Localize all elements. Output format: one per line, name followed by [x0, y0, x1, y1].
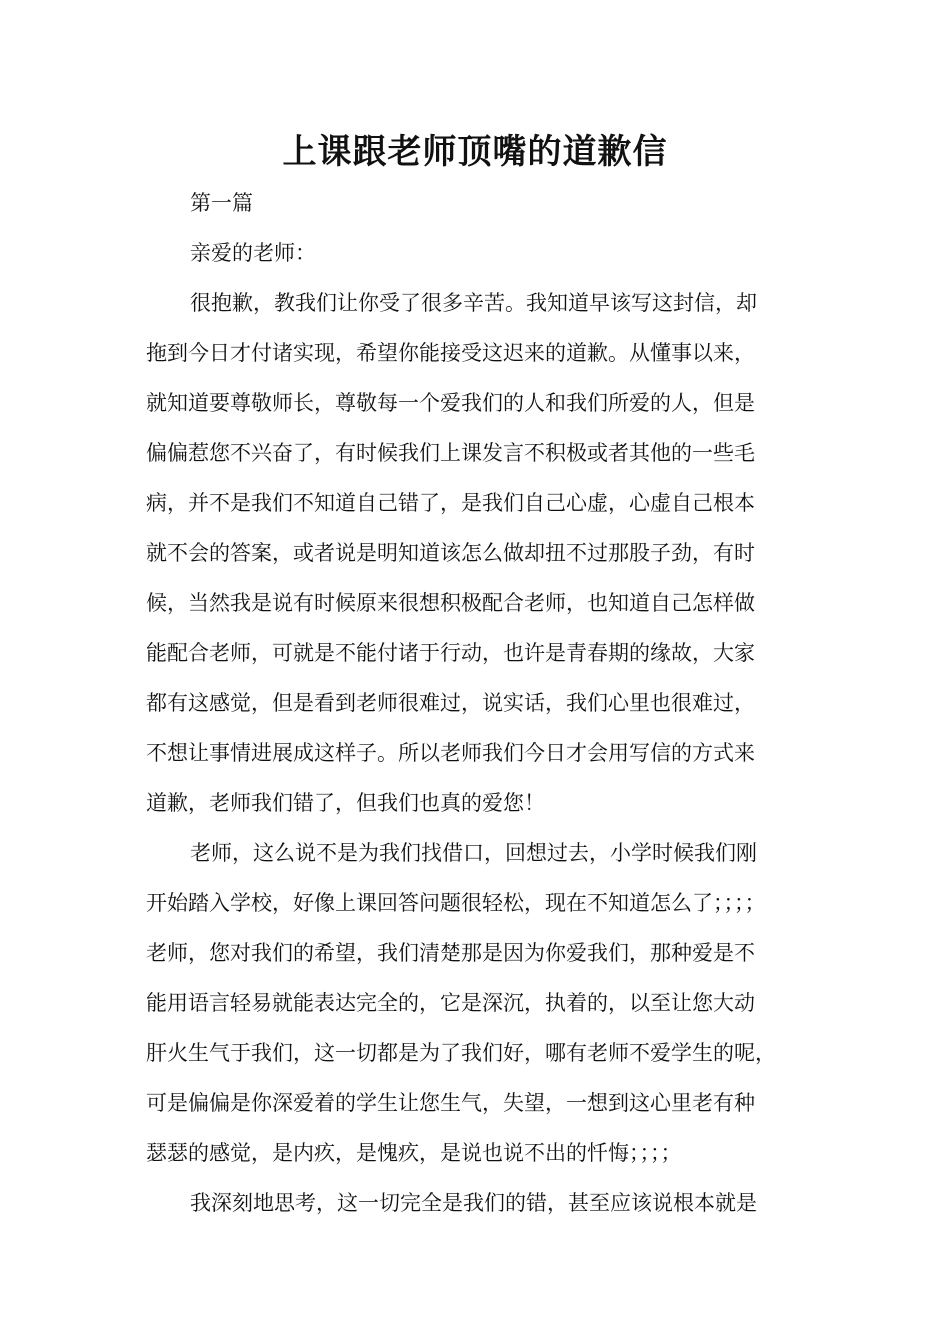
document-title: 上课跟老师顶嘴的道歉信 — [282, 132, 668, 172]
text-line: 病，并不是我们不知道自己错了，是我们自己心虚，心虚自己根本 — [146, 491, 755, 515]
text-line: 能用语言轻易就能表达完全的，它是深沉，执着的，以至让您大动 — [146, 991, 755, 1015]
text-line: 瑟瑟的感觉，是内疚，是愧疚，是说也说不出的忏悔；；；； — [146, 1141, 682, 1165]
text-line: 能配合老师，可就是不能付诸于行动，也许是青春期的缘故，大家 — [146, 641, 755, 665]
text-line: 亲爱的老师： — [190, 241, 316, 265]
text-line: 肝火生气于我们，这一切都是为了我们好，哪有老师不爱学生的呢， — [146, 1041, 776, 1065]
text-line: 可是偏偏是你深爱着的学生让您生气，失望，一想到这心里老有种 — [146, 1091, 755, 1115]
text-line: 老师，您对我们的希望，我们清楚那是因为你爱我们，那种爱是不 — [146, 941, 755, 965]
text-line: 我深刻地思考，这一切完全是我们的错，甚至应该说根本就是 — [190, 1191, 757, 1215]
text-line: 老师，这么说不是为我们找借口，回想过去，小学时候我们刚 — [190, 841, 757, 865]
text-line: 开始踏入学校，好像上课回答问题很轻松，现在不知道怎么了；；；； — [146, 891, 766, 915]
text-line: 拖到今日才付诸实现，希望你能接受这迟来的道歉。从懂事以来， — [146, 341, 755, 365]
text-line: 很抱歉，教我们让你受了很多辛苦。我知道早该写这封信，却 — [190, 291, 757, 315]
text-line: 不想让事情进展成这样子。所以老师我们今日才会用写信的方式来 — [146, 741, 755, 765]
text-line: 偏偏惹您不兴奋了，有时候我们上课发言不积极或者其他的一些毛 — [146, 441, 755, 465]
text-line: 就知道要尊敬师长，尊敬每一个爱我们的人和我们所爱的人，但是 — [146, 391, 755, 415]
text-line: 就不会的答案，或者说是明知道该怎么做却扭不过那股子劲，有时 — [146, 541, 755, 565]
text-line: 候，当然我是说有时候原来很想积极配合老师，也知道自己怎样做 — [146, 591, 755, 615]
text-line: 都有这感觉，但是看到老师很难过，说实话，我们心里也很难过， — [146, 691, 755, 715]
document-body — [146, 178, 810, 1228]
text-line: 第一篇 — [190, 191, 253, 215]
text-line: 道歉，老师我们错了，但我们也真的爱您！ — [146, 791, 545, 815]
